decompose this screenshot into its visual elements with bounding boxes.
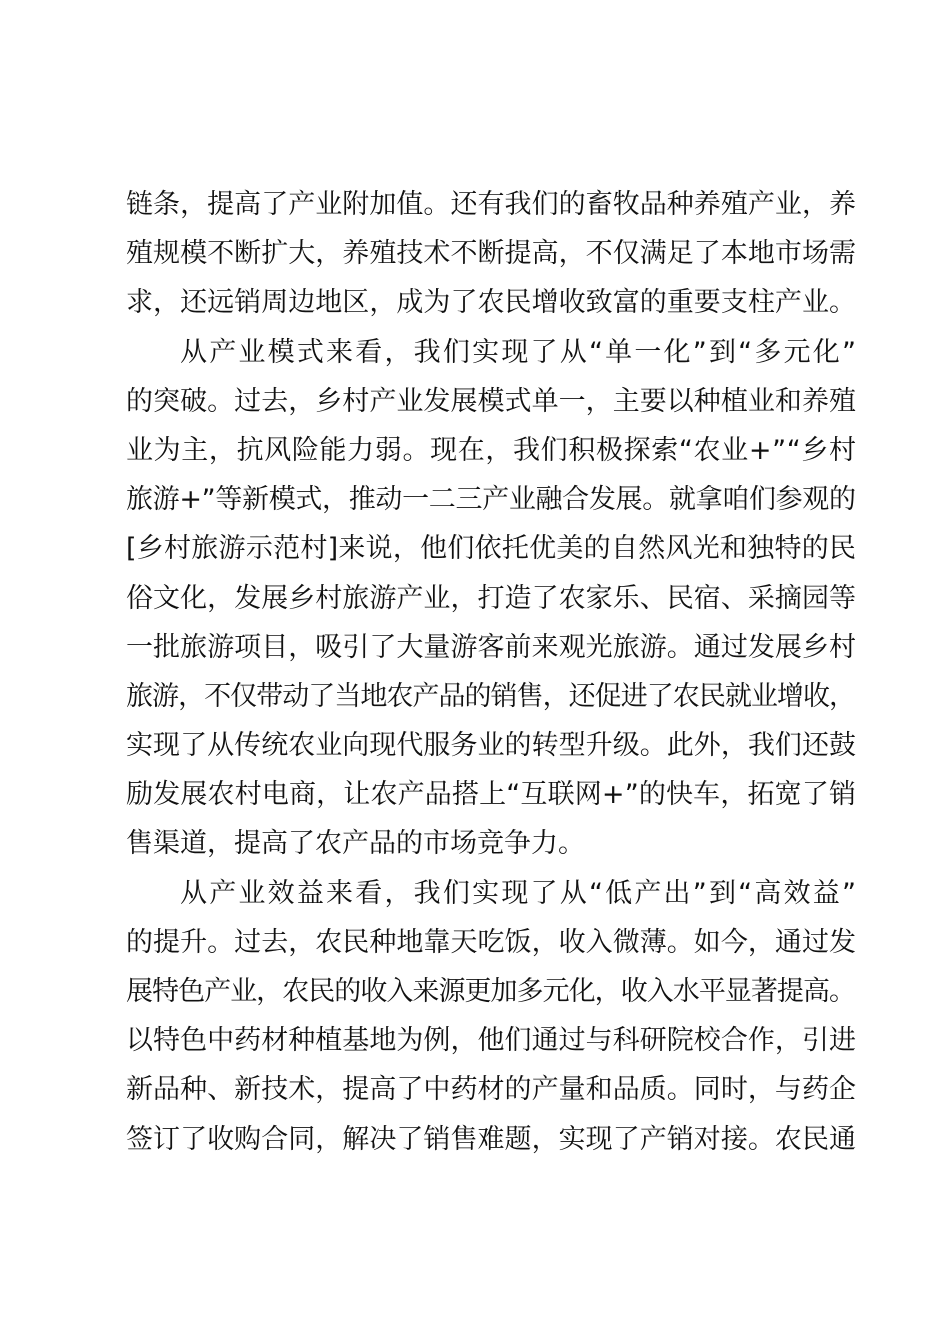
body-text: [126, 180, 859, 1164]
text-line: 殖规模不断扩大，养殖技术不断提高，不仅满足了本地市场需: [126, 238, 857, 270]
text-line: 实现了从传统农业向现代服务业的转型升级。此外，我们还鼓: [126, 730, 857, 762]
text-line: 旅游+”等新模式，推动一二三产业融合发展。就拿咱们参观的: [126, 484, 856, 516]
text-line: 以特色中药材种植基地为例，他们通过与科研院校合作，引进: [126, 1025, 857, 1057]
text-line: 旅游，不仅带动了当地农产品的销售，还促进了农民就业增收，: [126, 680, 856, 712]
text-line: 励发展农村电商，让农产品搭上“互联网+”的快车，拓宽了销: [126, 779, 857, 811]
text-line: 俗文化，发展乡村旅游产业，打造了农家乐、民宿、采摘园等: [126, 582, 857, 614]
text-line: 业为主，抗风险能力弱。现在，我们积极探索“农业+”“乡村: [126, 434, 857, 466]
text-line: 求，还远销周边地区，成为了农民增收致富的重要支柱产业。: [126, 287, 857, 319]
text-line: 链条，提高了产业附加值。还有我们的畜牧品种养殖产业，养: [126, 189, 857, 220]
text-line: 签订了收购合同，解决了销售难题，实现了产销对接。农民通: [126, 1123, 857, 1155]
text-line: 的提升。过去，农民种地靠天吃饭，收入微薄。如今，通过发: [126, 926, 857, 958]
text-line: 一批旅游项目，吸引了大量游客前来观光旅游。通过发展乡村: [126, 631, 857, 663]
text-line: [乡村旅游示范村]来说，他们依托优美的自然风光和独特的民: [126, 533, 857, 565]
text-line: 从产业效益来看，我们实现了从“低产出”到“高效益”: [180, 877, 859, 909]
text-line: 展特色产业，农民的收入来源更加多元化，收入水平显著提高。: [126, 976, 856, 1007]
text-line: 的突破。过去，乡村产业发展模式单一，主要以种植业和养殖: [126, 385, 857, 417]
text-line: 从产业模式来看，我们实现了从“单一化”到“多元化”: [180, 336, 859, 368]
text-line: 售渠道，提高了农产品的市场竞争力。: [126, 828, 585, 860]
text-line: 新品种、新技术，提高了中药材的产量和品质。同时，与药企: [126, 1074, 857, 1106]
